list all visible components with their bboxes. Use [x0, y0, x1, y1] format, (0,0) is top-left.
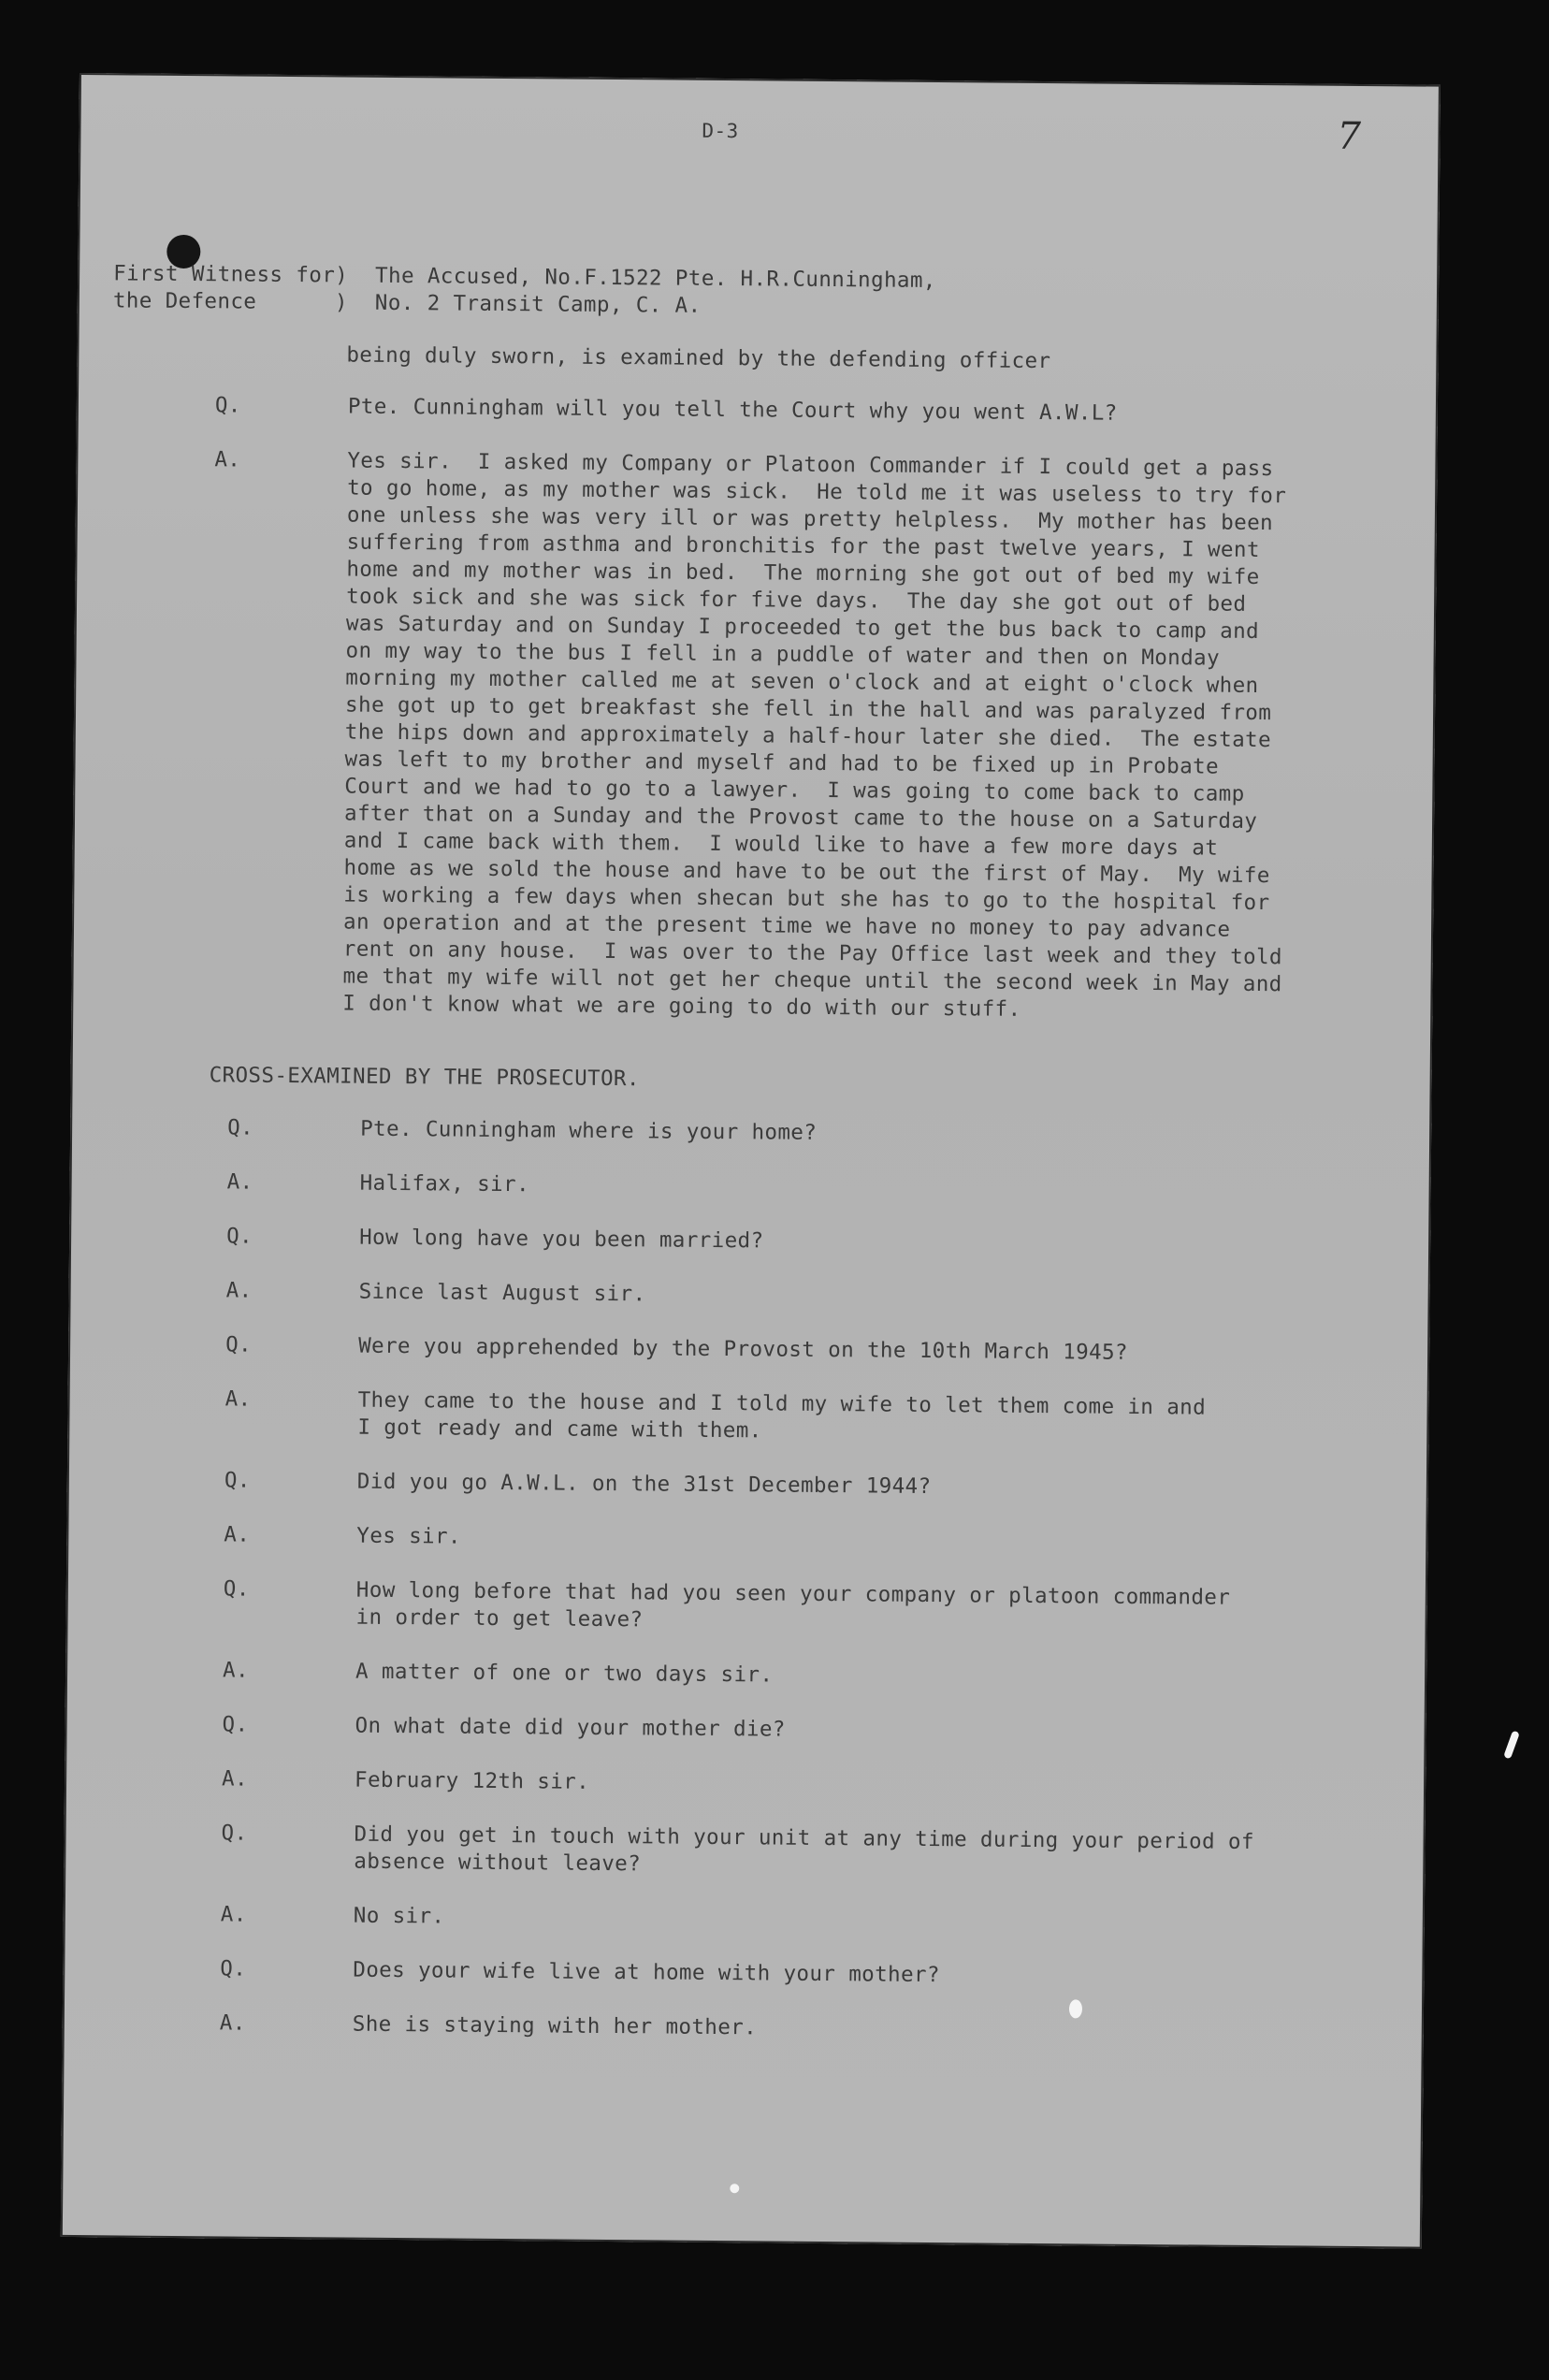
answer-line: me that my wife will not get her cheque until the second week in May and — [342, 964, 1282, 997]
answer-line: rent on any house. I was over to the Pay Office last week and they told — [342, 936, 1283, 970]
cross-a-label: A. — [222, 1658, 250, 1683]
cross-a-label: A. — [225, 1278, 253, 1303]
answer-line: home as we sold the house and have to be out the first of May. My wife — [343, 855, 1270, 889]
exam-q-label: Q. — [214, 393, 241, 418]
cross-a-label: A. — [226, 1169, 253, 1195]
answer-line: suffering from asthma and bronchitis for the past twelve years, I went — [346, 530, 1260, 563]
answer-line: was left to my brother and myself and had to be fixed up in Probate — [344, 747, 1220, 779]
cross-question-line: On what date did your mother die? — [355, 1713, 786, 1742]
cross-q-label: Q. — [223, 1576, 250, 1602]
answer-line: she got up to get breakfast she fell in the hall and was paralyzed from — [345, 692, 1272, 726]
film-speck — [1503, 1731, 1520, 1760]
cross-question-line: Does your wife live at home with your mother? — [353, 1957, 940, 1988]
cross-q-label: Q. — [221, 1821, 248, 1846]
cross-answer-line: Halifax, sir. — [359, 1170, 530, 1197]
page-code: D-3 — [702, 119, 739, 143]
cross-a-label: A. — [219, 2010, 246, 2036]
witness-name-line-2: No. 2 Transit Camp, C. A. — [374, 290, 702, 318]
cross-answer-line: February 12th sir. — [354, 1767, 590, 1794]
cross-q-label: Q. — [220, 1956, 247, 1981]
exam-question: Pte. Cunningham will you tell the Court why you went A.W.L? — [347, 394, 1118, 426]
exam-a-label: A. — [214, 447, 241, 472]
cross-question-line: Did you go A.W.L. on the 31st December 1944? — [356, 1469, 932, 1500]
exam-answer — [342, 448, 1286, 1026]
cross-question-line: in order to get leave? — [355, 1604, 644, 1633]
answer-line: took sick and she was sick for five days. The day she got out of bed — [346, 584, 1247, 617]
cross-a-label: A. — [224, 1522, 251, 1547]
witness-side-line-2: the Defence ) — [112, 288, 349, 315]
cross-q-label: Q. — [227, 1115, 254, 1140]
cross-question-line: How long have you been married? — [359, 1225, 764, 1254]
cross-q-label: Q. — [224, 1468, 251, 1493]
cross-q-label: Q. — [225, 1332, 253, 1357]
cross-answer-line: No sir. — [353, 1903, 445, 1929]
cross-answer-line: Yes sir. — [356, 1523, 462, 1549]
answer-line: home and my mother was in bed. The morning she got out of bed my wife — [346, 557, 1260, 590]
film-speck — [730, 2184, 739, 2193]
answer-line: I don't know what we are going to do with our stuff. — [342, 991, 1021, 1022]
answer-line: and I came back with them. I would like to have a few more days at — [343, 828, 1219, 861]
cross-q-label: Q. — [222, 1712, 249, 1737]
answer-line: to go home, as my mother was sick. He told me it was useless to try for — [347, 475, 1287, 509]
cross-q-label: Q. — [226, 1224, 253, 1249]
cross-answer-line: I got ready and came with them. — [357, 1415, 762, 1444]
film-speck — [1069, 1999, 1082, 2018]
page-number: 7 — [1337, 114, 1362, 158]
document-page — [61, 73, 1440, 2249]
answer-line: the hips down and approximately a half-hour later she died. The estate — [344, 719, 1272, 753]
cross-answer-line: She is staying with her mother. — [352, 2011, 758, 2040]
answer-line: an operation and at the present time we have no money to pay advance — [342, 909, 1231, 942]
witness-side-line-1: First Witness for) — [113, 261, 349, 288]
answer-line: morning my mother called me at seven o'clock and at eight o'clock when — [345, 665, 1259, 699]
witness-name-line-1: The Accused, No.F.1522 Pte. H.R.Cunningham, — [375, 263, 936, 293]
cross-question-line: absence without leave? — [354, 1849, 642, 1877]
answer-line: Yes sir. I asked my Company or Platoon Commander if I could get a pass — [347, 448, 1274, 482]
answer-line: was Saturday and on Sunday I proceeded to get the bus back to camp and — [345, 611, 1260, 645]
cross-question-line: Pte. Cunningham where is your home? — [360, 1116, 818, 1145]
cross-question-line: How long before that had you seen your company or platoon commander — [355, 1577, 1231, 1610]
sworn-statement: being duly sworn, is examined by the defending officer — [346, 342, 1051, 374]
cross-a-label: A. — [220, 1902, 247, 1927]
cross-a-label: A. — [224, 1386, 252, 1412]
cross-answer-line: They came to the house and I told my wife to let them come in and — [357, 1387, 1207, 1420]
answer-line: on my way to the bus I fell in a puddle of water and then on Monday — [345, 638, 1221, 671]
cross-exam-heading: CROSS-EXAMINED BY THE PROSECUTOR. — [209, 1063, 640, 1092]
cross-question-line: Were you apprehended by the Provost on the 10th March 1945? — [358, 1333, 1129, 1365]
answer-line: is working a few days when shecan but she has to go to the hospital for — [343, 882, 1270, 916]
answer-line: Court and we had to go to a lawyer. I was going to come back to camp — [344, 774, 1245, 806]
cross-answer-line: Since last August sir. — [358, 1279, 646, 1307]
answer-line: one unless she was very ill or was pretty helpless. My mother has been — [346, 502, 1274, 536]
answer-line: after that on a Sunday and the Provost came to the house on a Saturday — [343, 801, 1258, 834]
cross-answer-line: A matter of one or two days sir. — [355, 1659, 774, 1688]
cross-a-label: A. — [221, 1766, 249, 1792]
cross-question-line: Did you get in touch with your unit at any time during your period of — [354, 1821, 1254, 1855]
